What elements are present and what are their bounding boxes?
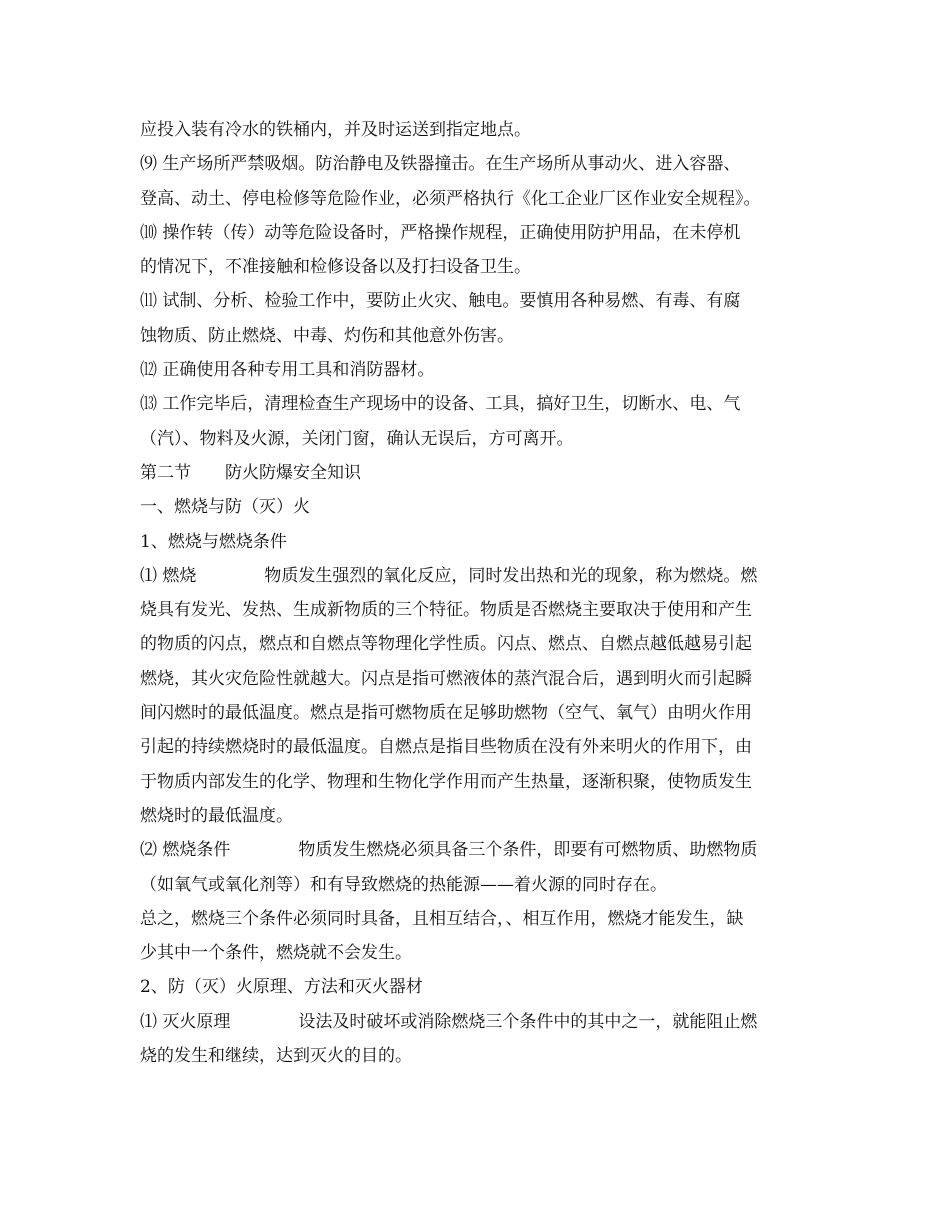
text-line-9: ⒀ 工作完毕后，清理检查生产现场中的设备、工具，搞好卫生，切断水、电、气	[140, 394, 741, 415]
text-line-14: ⑴ 燃烧 物质发生强烈的氧化反应，同时发出热和光的现象，称为燃烧。燃	[140, 565, 758, 586]
text-line-19: 引起的持续燃烧时的最低温度。自燃点是指目些物质在没有外来明火的作用下，由	[140, 737, 752, 758]
text-line-8: ⑿ 正确使用各种专用工具和消防器材。	[140, 360, 435, 381]
text-line-16: 的物质的闪点，燃点和自燃点等物理化学性质。闪点、燃点、自燃点越低越易引起	[140, 634, 752, 655]
subsection-heading-2: 1、燃烧与燃烧条件	[140, 531, 287, 552]
text-line-15: 烧具有发光、发热、生成新物质的三个特征。物质是否燃烧主要取决于使用和产生	[140, 600, 752, 621]
document-body	[140, 113, 830, 1073]
text-line-2: ⑼ 生产场所严禁吸烟。防治静电及铁器撞击。在生产场所从事动火、进入容器、	[140, 154, 741, 175]
subsection-heading-1: 一、燃烧与防（灭）火	[140, 497, 310, 518]
text-line-7: 蚀物质、防止燃烧、中毒、灼伤和其他意外伤害。	[140, 325, 514, 346]
text-line-27: ⑴ 灭火原理 设法及时破坏或消除燃烧三个条件中的其中之一，就能阻止燃	[140, 1011, 758, 1032]
text-line-23: （如氧气或氧化剂等）和有导致燃烧的热能源——着火源的同时存在。	[140, 874, 667, 895]
text-line-17: 燃烧，其火灾危险性就越大。闪点是指可燃液体的蒸汽混合后，遇到明火而引起瞬	[140, 668, 752, 689]
text-line-24: 总之，燃烧三个条件必须同时具备，且相互结合，、相互作用，燃烧才能发生，缺	[140, 908, 744, 929]
text-line-25: 少其中一个条件，燃烧就不会发生。	[140, 943, 412, 964]
text-line-6: ⑾ 试制、分析、检验工作中，要防止火灾、触电。要慎用各种易燃、有毒、有腐	[140, 291, 741, 312]
text-line-3: 登高、动土、停电检修等危险作业，必须严格执行《化工企业厂区作业安全规程》。	[140, 188, 761, 209]
text-line-4: ⑽ 操作转（传）动等危险设备时，严格操作规程，正确使用防护用品，在未停机	[140, 222, 741, 243]
text-line-5: 的情况下，不准接触和检修设备以及打扫设备卫生。	[140, 257, 531, 278]
text-line-18: 间闪燃时的最低温度。燃点是指可燃物质在足够助燃物（空气、氧气）由明火作用	[140, 703, 752, 724]
text-line-28: 烧的发生和继续，达到灭火的目的。	[140, 1046, 412, 1067]
text-line-1: 应投入装有冷水的铁桶内，并及时运送到指定地点。	[140, 120, 531, 140]
text-line-22: ⑵ 燃烧条件 物质发生燃烧必须具备三个条件，即要有可燃物质、助燃物质	[140, 840, 758, 861]
text-line-21: 燃烧时的最低温度。	[140, 805, 293, 826]
text-line-10: （汽）、物料及火源，关闭门窗，确认无误后，方可离开。	[140, 428, 574, 449]
subsection-heading-3: 2、防（灭）火原理、方法和灭火器材	[140, 977, 423, 998]
text-line-20: 于物质内部发生的化学、物理和生物化学作用而产生热量，逐渐积聚，使物质发生	[140, 771, 752, 792]
section-heading: 第二节 防火防爆安全知识	[140, 462, 361, 483]
